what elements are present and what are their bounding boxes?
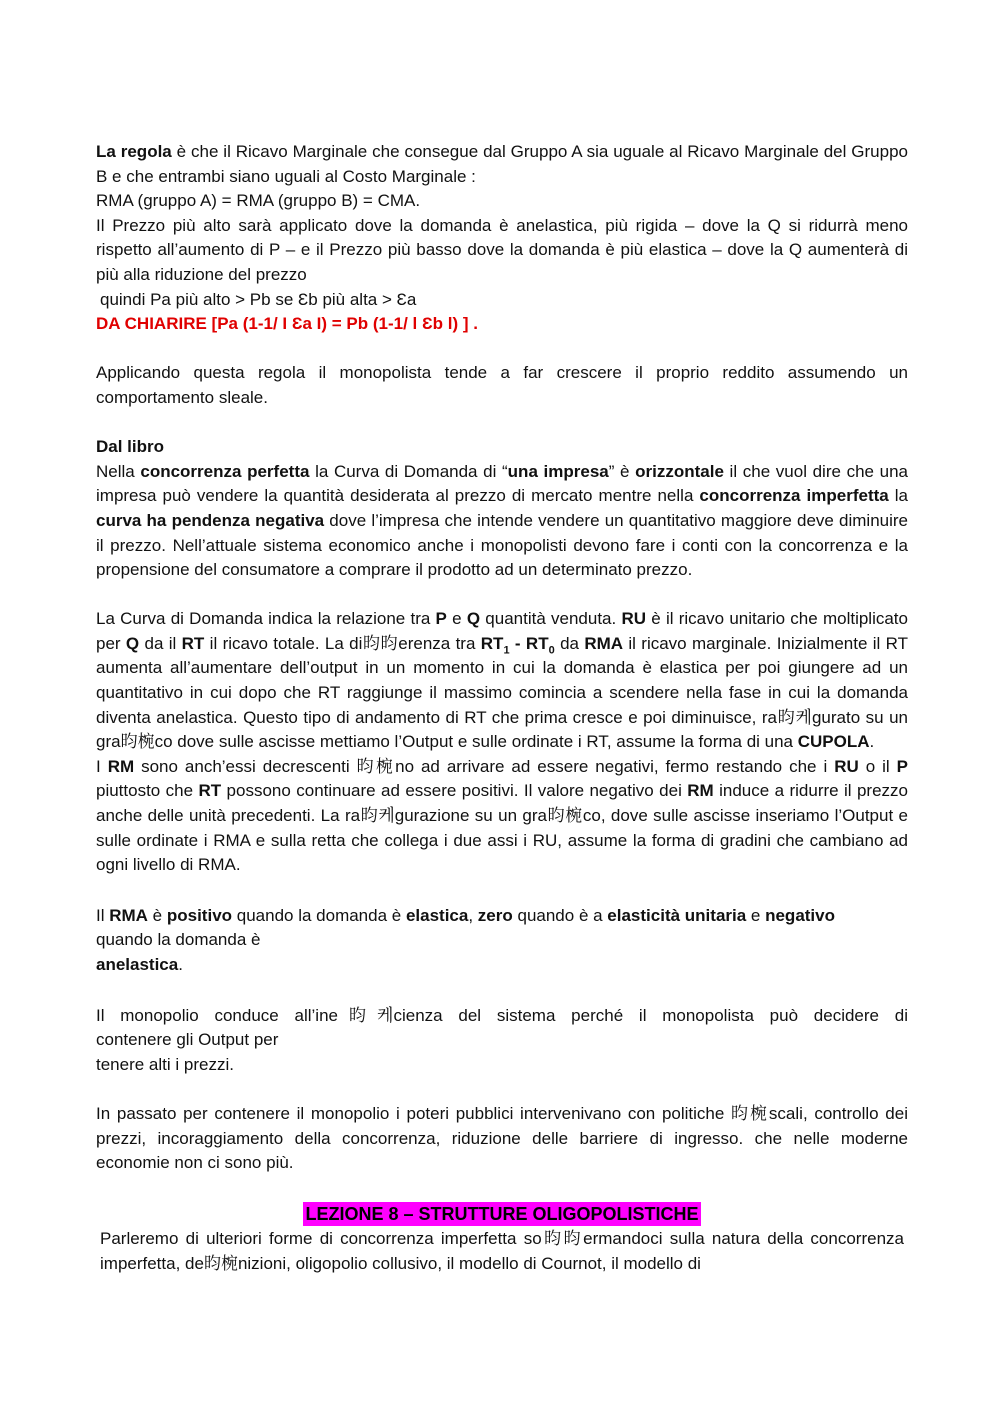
curva-rt1: RT (480, 633, 504, 653)
curva-t5: da il (139, 633, 182, 653)
rm-paragraph (96, 755, 908, 878)
rm-t1: I (96, 756, 108, 776)
rm-t5: possono continuare ad essere positivi. Il valore negativo dei (221, 781, 688, 801)
curva-cupola: CUPOLA (797, 732, 870, 752)
nella-b2: una impresa (507, 461, 609, 481)
rm-b5: RM (687, 781, 714, 801)
curva-b7: RMA (584, 633, 624, 653)
rm-b3: P (896, 756, 908, 776)
rma-b1: RMA (109, 905, 148, 925)
rma-b4: zero (477, 905, 513, 925)
curva-b3: RU (621, 609, 647, 629)
curva-t9: . (869, 732, 875, 752)
rma-t6: e (746, 905, 766, 925)
curva-t1: La Curva di Domanda indica la relazione tra (96, 609, 436, 629)
curva-b1: P (435, 609, 447, 629)
curva-t8: il ricavo marginale. Inizialmente il RT aumenta all’aumentare dell’output in un momento in cui la domanda è elastica per poi giungere ad un quantitativo in cui dopo che RT raggiunge il massimo comincia a scendere nella fase in cui la domanda diventa anelastica. Questo tipo di andamento di RT che prima cresce e poi diminuisce, ra昀케gurato su un gra昀椀co dove sulle ascisse mettiamo l’Output e sulle ordinate i RT, assume la forma di una (96, 633, 909, 752)
curva-rt0: - RT (509, 633, 549, 653)
nella-b3: orizzontale (635, 461, 724, 481)
curva-t7: da (554, 633, 585, 653)
dal-libro-text: Dal libro (96, 437, 165, 457)
nella-b4: concorrenza imperfetta (699, 486, 889, 506)
lesson-heading: LEZIONE 8 – STRUTTURE OLIGOPOLISTICHE (305, 1203, 699, 1224)
prezzo-paragraph: Il Prezzo più alto sarà applicato dove la domanda è anelastica, più rigida – dove la Q si ridurrà meno rispetto all’aumento di P – e il Prezzo più basso dove la domanda è più elastica – dove la Q aumenterà di più alla riduzione del prezzo (96, 215, 908, 284)
curva-b2: Q (466, 609, 481, 629)
curva-b4: Q (125, 633, 140, 653)
curva-t2: e (446, 609, 467, 629)
document-page (96, 140, 908, 1277)
rm-b4: RT (198, 781, 222, 801)
rm-t3: o il (858, 756, 897, 776)
curva-t4: è il ricavo unitario che moltiplicato per (96, 609, 908, 653)
rma-b7: anelastica (96, 955, 179, 974)
rma-line-3 (96, 953, 908, 978)
rma-t2: è (147, 905, 167, 925)
nella-b1: concorrenza perfetta (140, 461, 310, 481)
formula-line: RMA (gruppo A) = RMA (gruppo B) = CMA. (96, 191, 421, 211)
dal-libro-heading (96, 435, 908, 460)
rma-t1: Il (96, 905, 110, 925)
applicando-paragraph: Applicando questa regola il monopolista tende a far crescere il proprio reddito assumendo un comportamento sleale. (96, 363, 908, 407)
rma-t4: , (468, 905, 478, 925)
rma-b6: negativo (765, 905, 835, 925)
rma-b5: elasticità unitaria (607, 905, 747, 925)
nella-t5: la (888, 486, 908, 506)
rma-t3: quando la domanda è (232, 905, 406, 925)
curva-rt-diff (480, 633, 555, 657)
curva-sub-1: 1 (503, 644, 510, 657)
parleremo-paragraph: Parleremo di ulteriori forme di concorrenza imperfetta so昀昀ermandoci sulla natura della concorrenza imperfetta, de昀椀nizioni, oligopolio collusivo, il modello di Cournot, il modello di (100, 1229, 904, 1273)
nella-t4: il che vuol dire che una impresa può vendere la quantità desiderata al prezzo di mercato mentre nella (96, 461, 908, 506)
nella-t1: Nella (96, 461, 141, 481)
rma-line-2: quando la domanda è (96, 930, 261, 950)
rm-t6: induce a ridurre il prezzo anche delle unità precedenti. La ra昀케gurazione su un gra昀椀co, dove sulle ascisse inseriamo l’Output e sulle ordinate i RMA e sulla retta che collega i due assi i RU, assume la forma di gradini che cambiano ad ogni livello di RMA. (96, 781, 908, 875)
quindi-line: quindi Pa più alto > Pb se Ɛb più alta > Ɛa (100, 289, 417, 309)
lesson-heading-wrap (96, 1202, 908, 1228)
nella-b5: curva ha pendenza negativa (96, 510, 325, 530)
curva-t3: quantità venduta. (480, 609, 622, 629)
nella-t6: dove l’impresa che intende vendere un quantitativo maggiore deve diminuire il prezzo. Nell’attuale sistema economico anche i monopolisti devono fare i conti con la concorrenza e la propensione del consumatore a comprare il prodotto ad un determinato prezzo. (96, 510, 908, 580)
regola-bold: La regola (96, 142, 172, 161)
curva-sub-0: 0 (548, 644, 555, 657)
rma-b3: elastica (405, 905, 469, 925)
rm-b1: RM (107, 756, 135, 776)
nella-paragraph (96, 460, 908, 583)
passato-paragraph: In passato per contenere il monopolio i poteri pubblici intervenivano con politiche 昀椀scali, controllo dei prezzi, incoraggiamento della concorrenza, riduzione delle barriere di ingresso. che nelle moderne economie non ci sono più. (96, 1103, 908, 1173)
rma-t5: quando è a (512, 905, 608, 925)
curva-b5: RT (181, 633, 205, 653)
monopolio-line-2: contenere gli Output per (96, 1030, 279, 1050)
rm-t4: piuttosto che (96, 781, 199, 801)
nella-t2: la Curva di Domanda di “ (309, 461, 508, 481)
nella-t3: ” è (608, 461, 636, 481)
rm-b2: RU (834, 756, 859, 776)
curva-paragraph (96, 607, 908, 755)
monopolio-line-1: Il monopolio conduce all’ine昀케cienza del sistema perché il monopolista può decidere di (96, 1005, 908, 1025)
regola-text: è che il Ricavo Marginale che consegue dal Gruppo A sia uguale al Ricavo Marginale del Gruppo B e che entrambi siano uguali al Costo Marginale : (96, 142, 908, 186)
rma-line-1 (96, 904, 922, 929)
monopolio-line-3: tenere alti i prezzi. (96, 1054, 234, 1074)
curva-t6: il ricavo totale. La di昀昀erenza tra (204, 633, 481, 653)
rm-t2: sono anch’essi decrescenti 昀椀no ad arrivare ad essere negativi, fermo restando che i (134, 756, 835, 776)
da-chiarire-line: DA CHIARIRE [Pa (1-1/ I Ɛa I) = Pb (1-1/ l Ɛb l) ] . (96, 314, 478, 334)
rma-t7: . (178, 955, 183, 974)
rma-b2: positivo (166, 905, 233, 925)
regola-paragraph (96, 140, 908, 189)
